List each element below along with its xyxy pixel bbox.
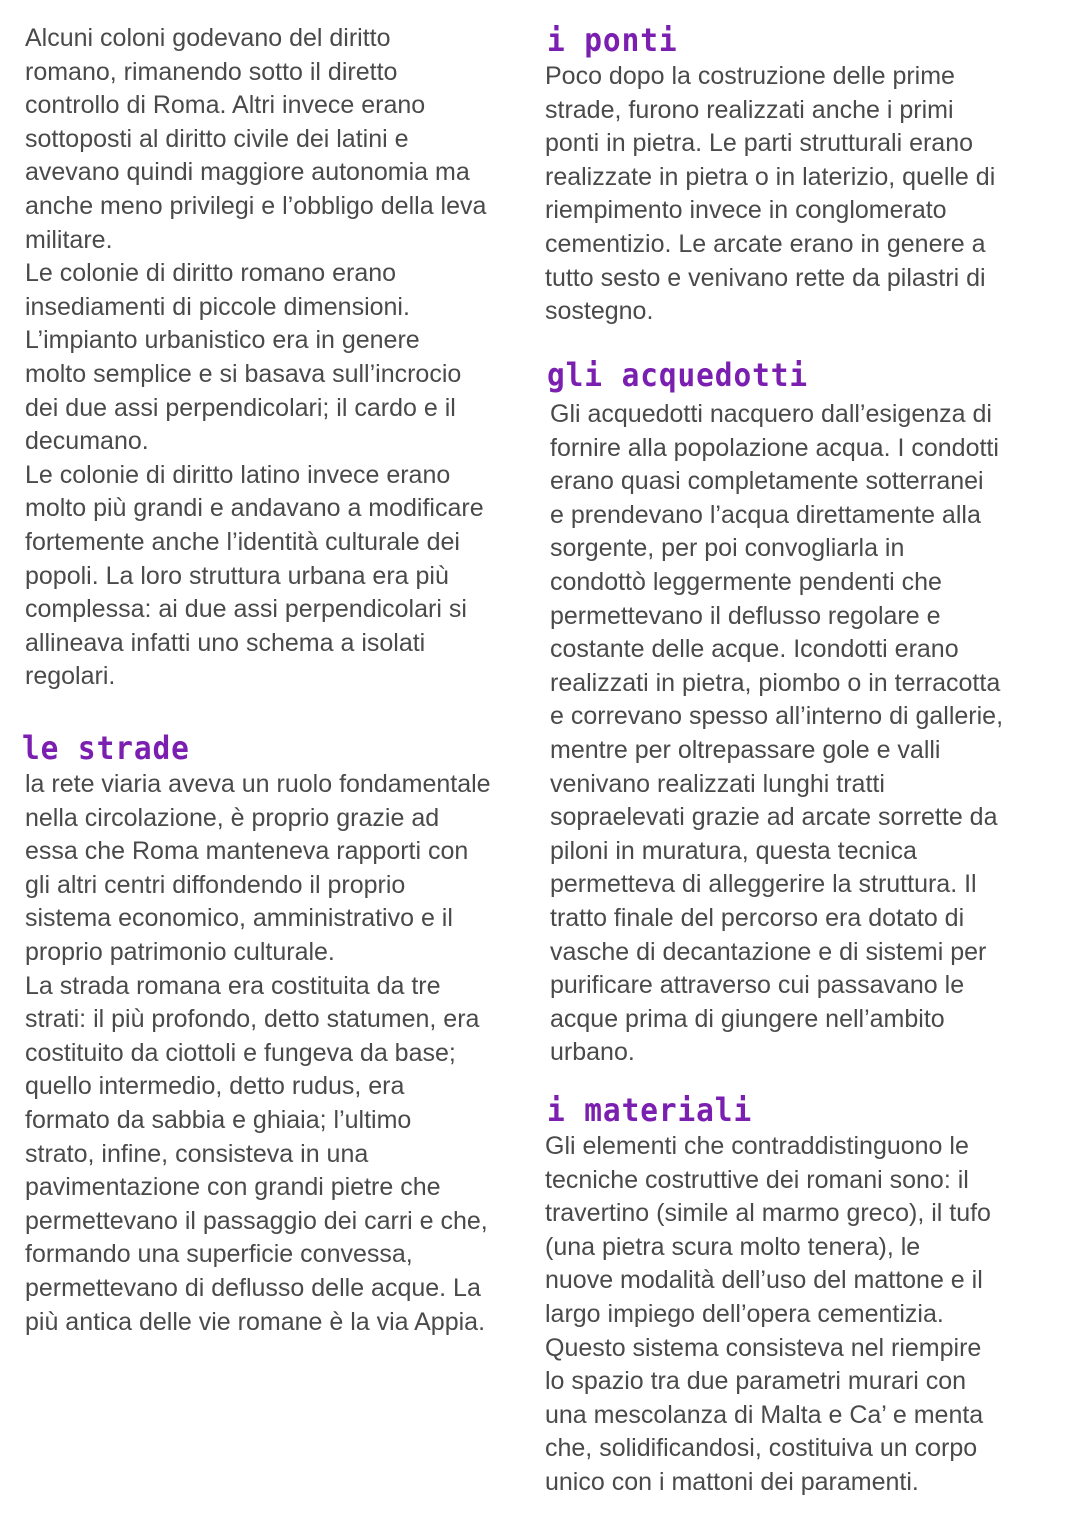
intro-paragraph: Alcuni coloni godevano del diritto romano, rimanendo sotto il diretto controllo di Roma. Altri invece erano sottoposti al diritto civile dei latini e avevano quindi maggiore autonomia ma anche meno privilegi e l’obbligo della leva militare. Le colonie di diritto romano erano insediamenti di piccole dimensioni. L’impianto urbanistico era in genere molto semplice e si basava sull’incrocio dei due assi perpendicolari; il cardo e il decumano. Le colonie di diritto latino invece erano molto più grandi e andavano a modificare fortemente anche l’identità culturale dei popoli. La loro struttura urbana era più complessa: ai due assi perpendicolari si allineava infatti uno schema a isolati regolari. <box>25 24 487 691</box>
section-heading-materiali: i materiali <box>547 1091 753 1129</box>
section-heading-strade: le strade <box>22 729 190 767</box>
section-heading-ponti: i ponti <box>547 21 678 59</box>
section-body-acquedotti: Gli acquedotti nacquero dall’esigenza di fornire alla popolazione acqua. I condotti erano quasi completamente sotterranei e prendevano l’acqua direttamente alla sorgente, per poi convogliarla in condottò leggermente pendenti che permettevano il deflusso regolare e costante delle acque. Icondotti erano realizzati in pietra, piombo o in terracotta e correvano spesso all’interno di gallerie, mentre per oltrepassare gole e valli venivano realizzati lunghi tratti sopraelevati grazie ad arcate sorrette da piloni in muratura, questa tecnica permetteva di alleggerire la struttura. Il tratto finale del percorso era dotato di vasche di decantazione e di sistemi per purificare attraverso cui passavano le acque prima di giungere nell’ambito urbano. <box>550 400 1004 1067</box>
section-body-strade: la rete viaria aveva un ruolo fondamentale nella circolazione, è proprio grazie ad essa che Roma manteneva rapporti con gli altri centri diffondendo il proprio sistema economico, amministrativo e il proprio patrimonio culturale. La strada romana era costituita da tre strati: il più profondo, detto statumen, era costituito da ciottoli e fungeva da base; quello intermedio, detto rudus, era formato da sabbia e ghiaia; l’ultimo strato, infine, consisteva in una pavimentazione con grandi pietre che permettevano il passaggio dei carri e che, formando una superficie convessa, permettevano di deflusso delle acque. La più antica delle vie romane è la via Appia. <box>25 770 491 1336</box>
section-heading-acquedotti: gli acquedotti <box>547 356 809 394</box>
section-body-materiali: Gli elementi che contraddistinguono le tecniche costruttive dei romani sono: il travertino (simile al marmo greco), il tufo (una pietra scura molto tenera), le nuove modalità dell’uso del mattone e il largo impiego dell’opera cementizia. Questo sistema consisteva nel riempire lo spazio tra due parametri murari con una mescolanza di Malta e Ca’ e menta che, solidificandosi, costituiva un corpo unico con i mattoni dei paramenti. <box>545 1132 991 1496</box>
section-body-ponti: Poco dopo la costruzione delle prime strade, furono realizzati anche i primi ponti in pietra. Le parti strutturali erano realizzate in pietra o in laterizio, quelle di riempimento invece in conglomerato cementizio. Le arcate erano in genere a tutto sesto e venivano rette da pilastri di sostegno. <box>545 62 996 326</box>
